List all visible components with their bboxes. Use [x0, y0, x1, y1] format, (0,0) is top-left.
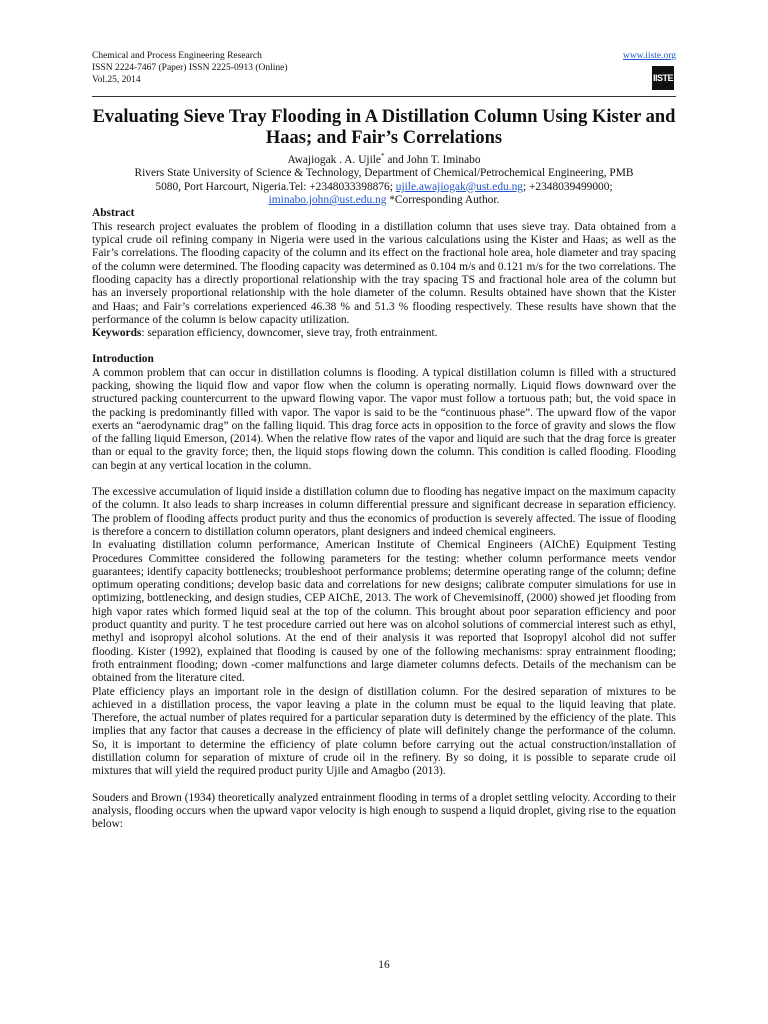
- email-link-iminabo[interactable]: iminabo.john@ust.edu.ng: [268, 194, 387, 207]
- intro-paragraph-3: In evaluating distillation column performance, American Institute of Chemical Engineers (AIChE) Equipment Testing Procedures Committee considered the following parameters for the testing: whether column performance meets vendor guarantees; identify capacity bottlenecks; troubleshoot performance problems; determine operating range of the column; define optimum operating conditions; develop basic data and correlations for new designs; calibrate computer simulations for use in optimizing, bottlenecking, and design studies, CEP AIChE, 2013. The work of Chevemisinoff, (2000) showed jet flooding from high vapor rates which formed liquid seal at the top of the column. This brought about poor separation efficiency and poor product quantity and purity. T he test procedure carried out here was on alcohol solutions of commercial interest such as ethyl, methyl and isopropyl alcohol solutions. At the end of their analysis it was reported that Isopropyl alcohol did not suffer flooding. Kister (1992), explained that flooding is caused by one of the following mechanisms: spray entrainment flooding; froth entrainment flooding; down -comer malfunctions and large diameter columns defects. Details of the mechanism can be obtained from the literature cited.: [92, 539, 676, 685]
- affiliation-phone: 5080, Port Harcourt, Nigeria.Tel: +2348033398876;: [155, 180, 396, 193]
- affiliation-phone-2: ; +2348039499000;: [522, 180, 613, 193]
- issn-line: ISSN 2224-7467 (Paper) ISSN 2225-0913 (Online): [92, 63, 288, 73]
- keywords-label: Keywords: [92, 327, 142, 340]
- keywords-list: : separation efficiency, downcomer, sieve tray, froth entrainment.: [141, 327, 438, 340]
- corresponding-note: *Corresponding Author.: [386, 194, 500, 207]
- header-rule: [92, 96, 676, 97]
- intro-paragraph-4: Plate efficiency plays an important role in the design of distillation column. For the desired separation of mixtures to be achieved in a distillation process, the vapor leaving a plate in the column must be equal to the liquid leaving that plate. Therefore, the actual number of plates required for a particular separation duty is determined by the efficiency of the plate. This implies that any factor that causes a decrease in the efficiency of plate will definitely change the performance of the column. So, it is important to determine the efficiency of plate column before carrying out the actual construction/installation of distillation column for separation of mixture of crude oil in the refinery. By so doing, it is possible to separate crude oil mixtures that will yield the required product purity Ujile and Amagbo (2013).: [92, 685, 676, 778]
- abstract-heading: Abstract: [92, 207, 135, 220]
- page-number: 16: [378, 959, 390, 971]
- journal-header: [92, 50, 676, 94]
- journal-name: Chemical and Process Engineering Research: [92, 51, 262, 61]
- author-1: Awajiogak . A. Ujile: [287, 153, 381, 166]
- spacer: [92, 779, 676, 792]
- author-line: [92, 150, 676, 167]
- volume-line: Vol.25, 2014: [92, 75, 141, 85]
- affiliation: [92, 167, 676, 207]
- introduction-heading: Introduction: [92, 353, 154, 366]
- email-link-ujile[interactable]: ujile.awajiogak@ust.edu.ng: [395, 180, 523, 193]
- keywords: [92, 327, 676, 340]
- intro-paragraph-1: A common problem that can occur in distillation columns is flooding. A typical distillation column is filled with a structured packing, showing the liquid flow and vapor flow when the column is operating normally. Liquid flows downward over the structured packing countercurrent to the upward flowing vapor. The vapor must follow a tortuous path; but, the void space in the packing is predominantly filled with vapor. The vapor is said to be the “continuous phase”. The upward flow of the vapor exerts an “aerodynamic drag” on the falling liquid. This drag force acts in opposition to the force of gravity and slows the flow of the falling liquid Emerson, (2014). When the relative flow rates of the vapor and liquid are such that the drag force is greater than or equal to the gravity force; then, the liquid stops flowing down the column. This condition is called flooding. Flooding can begin at any vertical location in the column.: [92, 366, 676, 472]
- intro-paragraph-5: Souders and Brown (1934) theoretically analyzed entrainment flooding in terms of a droplet settling velocity. According to their analysis, flooding occurs when the upward vapor velocity is high enough to suspend a liquid droplet, giving rise to the equation below:: [92, 791, 676, 831]
- paper-title: Evaluating Sieve Tray Flooding in A Distillation Column Using Kister and Haas; and Fair’s Correlations: [92, 107, 676, 148]
- affiliation-line-3: [92, 194, 676, 207]
- intro-paragraph-2: The excessive accumulation of liquid inside a distillation column due to flooding has negative impact on the maximum capacity of the column. It also leads to sharp increases in column differential pressure and significant decrease in separation efficiency. The problem of flooding affects product purity and thus the economics of production is severely affected. The issue of flooding is therefore a concern to distillation column operators, plant designers and indeed chemical engineers.: [92, 486, 676, 538]
- spacer: [92, 473, 676, 486]
- paper-page: [92, 50, 676, 831]
- affiliation-line-2: [92, 181, 676, 194]
- introduction-section: [92, 353, 676, 831]
- spacer: [92, 340, 676, 353]
- corresponding-mark: *: [380, 152, 385, 160]
- website-link[interactable]: www.iiste.org: [622, 51, 676, 61]
- author-2: and John T. Iminabo: [384, 153, 481, 166]
- affiliation-line-1: Rivers State University of Science & Technology, Department of Chemical/Petrochemical Engineering, PMB: [134, 167, 634, 180]
- abstract-text: This research project evaluates the problem of flooding in a distillation column that uses sieve tray. Data obtained from a typical crude oil refining company in Nigeria were used in the various calculations using the Kister and Haas; as well as the Fair’s correlations. The flooding capacity of the column and its effect on the fractional hole area, hole diameter and tray spacing of the column were determined. The flooding capacity was determined as 0.104 m/s and 0.121 m/s for the two correlations. The flooding capacity has a directly proportional relationship with the tray spacing TS and fractional hole area of the column but has an inversely proportional relationship with the hole diameter of the column. Results obtained have shown that the Kister and Haas; and Fair’s correlations experienced 46.38 % and 51.3 % flooding respectively. These results have shown that the performance of the column is below capacity utilization.: [92, 220, 676, 326]
- abstract-section: [92, 207, 676, 340]
- iiste-logo-icon: IISTE: [652, 66, 674, 90]
